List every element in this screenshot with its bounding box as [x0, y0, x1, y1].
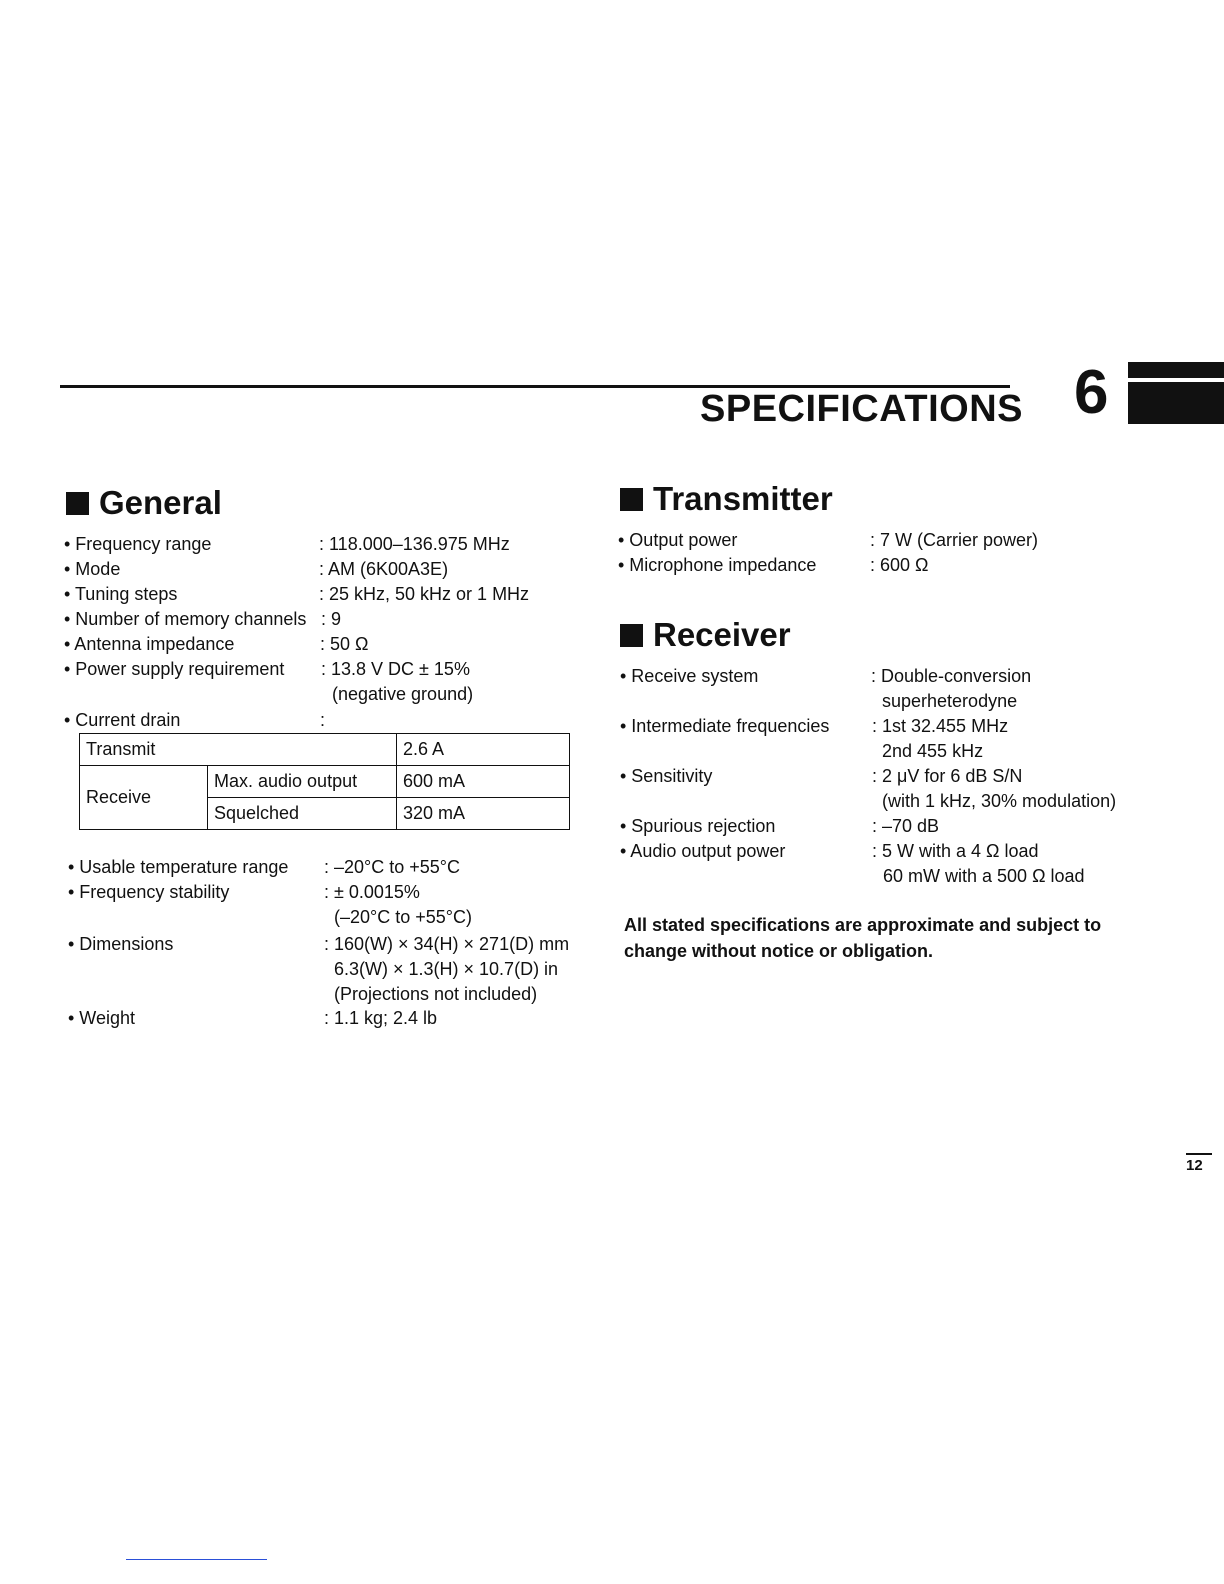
page-number-rule: [1186, 1153, 1212, 1155]
square-bullet-icon: [620, 624, 643, 647]
receiver-heading-text: Receiver: [653, 616, 791, 653]
squelched-value-cell: 320 mA: [397, 798, 570, 830]
transmit-label-cell: Transmit: [80, 734, 397, 766]
table-row: [80, 766, 570, 798]
squelched-label-cell: Squelched: [208, 798, 397, 830]
max-audio-label-cell: Max. audio output: [208, 766, 397, 798]
transmit-value-cell: 2.6 A: [397, 734, 570, 766]
table-row: [80, 734, 570, 766]
general-heading-text: General: [99, 484, 222, 521]
specifications-note: All stated specifications are approximate and subject to change without notice or obligation.: [624, 915, 1102, 961]
page-title: SPECIFICATIONS: [700, 388, 1023, 430]
receive-label-cell: Receive: [80, 766, 208, 830]
bottom-divider: [126, 1559, 267, 1560]
max-audio-value-cell: 600 mA: [397, 766, 570, 798]
chapter-tab-gap: [1128, 378, 1224, 382]
transmitter-heading-text: Transmitter: [653, 480, 833, 517]
page-number: 12: [1186, 1157, 1203, 1174]
transmitter-heading: [620, 480, 833, 518]
receiver-heading: [620, 616, 791, 654]
current-drain-table: [79, 733, 570, 830]
square-bullet-icon: [620, 488, 643, 511]
square-bullet-icon: [66, 492, 89, 515]
general-heading: [66, 484, 222, 522]
chapter-number: 6: [1074, 358, 1109, 427]
chapter-tab-marker: [1128, 362, 1224, 424]
